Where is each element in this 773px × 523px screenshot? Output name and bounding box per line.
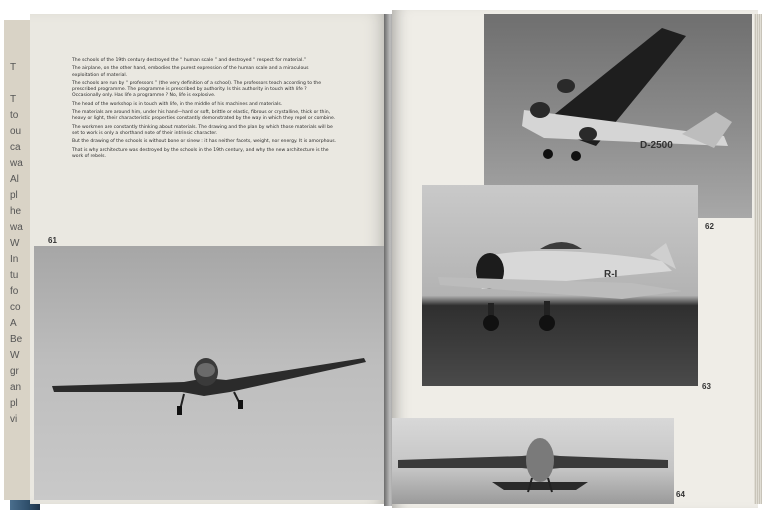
paragraph: The materials are around him, under his hand—hard or soft, brittle or elastic, fibrous or crystalline, thick or thin, heavy or light, their characteristic properties constantly demonstrated by the way in which they repel or combine.: [72, 110, 336, 122]
racing-plane-illustration: [422, 185, 698, 386]
page-number-61: 61: [48, 236, 57, 245]
page-edges: [754, 14, 762, 504]
page-number-64: 64: [676, 490, 685, 499]
paragraph: The airplane, on the other hand, embodies the purest expression of the human scale and a miraculous exploitation of material.: [72, 66, 309, 78]
registration-marking-mid: R-I: [604, 269, 618, 280]
paragraph: The workmen are constantly thinking about materials. The drawing and the plan by which those materials will be set to work is only a shorthand note of their intrinsic character.: [72, 124, 333, 136]
photo-plane-front: [392, 418, 674, 504]
paragraph: That is why architecture was destroyed by the schools in the 19th century, and why the new architecture is the work of rebels.: [72, 147, 329, 159]
left-page-text: [72, 58, 337, 162]
photo-racing-plane: [422, 185, 698, 386]
paragraph: The head of the workshop is in touch with life, in the middle of his machines and materials.: [72, 101, 283, 107]
photo-plane-overhead: [34, 246, 386, 500]
background-book-text: T T to ou ca wa Al pl he wa W In tu fo co A Be W gr an pl vi: [10, 62, 23, 425]
paragraph: But the drawing of the schools is without bone or sinew : it has neither facets, weight, nor energy. It is amorphous.: [72, 139, 337, 145]
front-view-plane-illustration: [392, 418, 674, 504]
page-number-62: 62: [705, 222, 714, 231]
registration-marking-top: D-2500: [640, 140, 673, 151]
paragraph: The schools of the 19th century destroyed the “ human scale ” and destroyed “ respect for material.”: [72, 58, 307, 63]
low-wing-plane-illustration: [34, 246, 386, 500]
paragraph: The schools are run by “ professors ” (the very definition of a school). The professors teach according to the prescribed programme. The programme is prescribed by authority. Is this authority in touch with life ? Occasionally only. Has life a programme ? No, life is explosive.: [72, 80, 322, 99]
page-number-63: 63: [702, 382, 711, 391]
